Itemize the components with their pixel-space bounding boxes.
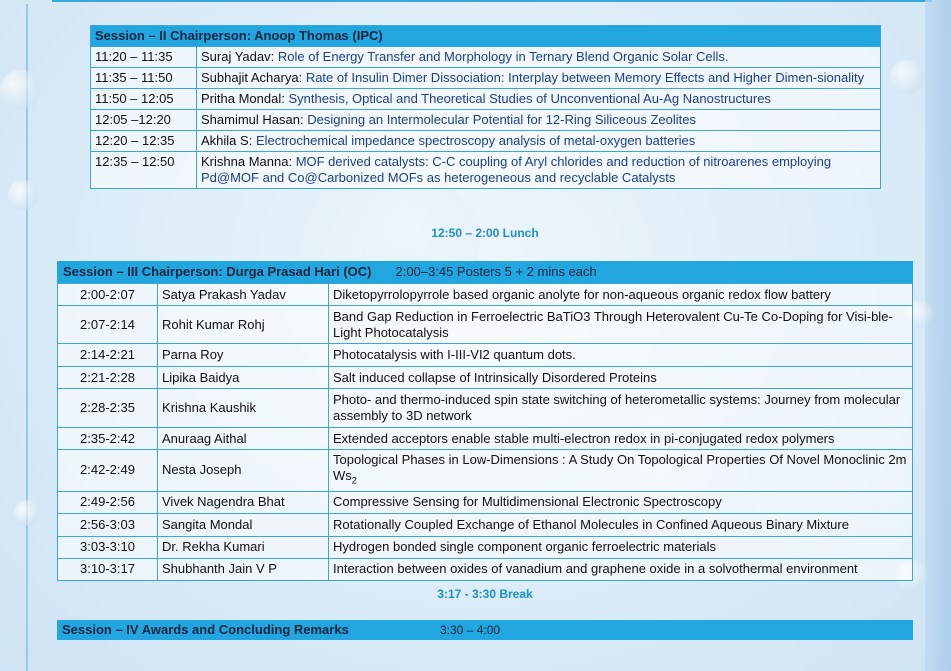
tea-break: 3:17 - 3:30 Break	[437, 587, 533, 601]
session-4-header	[57, 620, 913, 640]
poster-title: Compressive Sensing for Multidimensional Electronic Spectroscopy	[329, 491, 913, 513]
poster-time: 2:56-3:03	[58, 513, 158, 536]
molecule-bubble	[8, 180, 38, 210]
poster-title: Interaction between oxides of vanadium and graphene oxide in a solvothermal environment	[329, 558, 913, 580]
poster-time: 2:49-2:56	[58, 491, 158, 513]
poster-time: 2:28-2:35	[58, 389, 158, 428]
table-row	[91, 89, 881, 110]
right-decorative-bar	[925, 0, 951, 671]
poster-title: Photo- and thermo-induced spin state switching of heterometallic systems: Journey from molecular assembly to 3D network	[329, 389, 913, 428]
speaker-name: Pritha Mondal:	[201, 91, 285, 106]
presenter-name: Anuraag Aithal	[158, 428, 329, 450]
poster-title: Photocatalysis with I-III-VI2 quantum dots.	[329, 344, 913, 367]
speaker-name: Shamimul Hasan:	[201, 112, 304, 127]
talk-time: 11:35 – 11:50	[91, 68, 197, 89]
talk-time: 12:20 – 12:35	[91, 131, 197, 152]
poster-time: 2:35-2:42	[58, 428, 158, 450]
table-row	[58, 284, 913, 306]
presenter-name: Lipika Baidya	[158, 367, 329, 389]
talk-time: 12:35 – 12:50	[91, 152, 197, 189]
presenter-name: Dr. Rekha Kumari	[158, 536, 329, 558]
poster-time: 2:21-2:28	[58, 367, 158, 389]
poster-time: 2:07-2:14	[58, 306, 158, 344]
table-row	[58, 306, 913, 344]
session-3-table	[57, 283, 913, 581]
session-2-table	[90, 25, 881, 189]
table-row	[58, 344, 913, 367]
session-4-title: Session – IV Awards and Concluding Remarks	[62, 622, 349, 637]
table-row	[58, 536, 913, 558]
molecule-bubble	[0, 70, 40, 110]
talk-title: Designing an Intermolecular Potential for 12-Ring Siliceous Zeolites	[307, 112, 696, 127]
table-row	[58, 491, 913, 513]
poster-title: Band Gap Reduction in Ferroelectric BaTiO3 Through Heterovalent Cu-Te Co-Doping for Visi-ble-Light Photocatalysis	[329, 306, 913, 344]
poster-title: Rotationally Coupled Exchange of Ethanol Molecules in Confined Aqueous Binary Mixture	[329, 513, 913, 536]
poster-time: 3:10-3:17	[58, 558, 158, 580]
table-row	[58, 450, 913, 492]
presenter-name: Sangita Mondal	[158, 513, 329, 536]
presenter-name: Rohit Kumar Rohj	[158, 306, 329, 344]
talk-title: MOF derived catalysts: C-C coupling of Aryl chlorides and reduction of nitroarenes employing Pd@MOF and Co@Carbonized MOFs as heterogeneous and recyclable Catalysts	[201, 154, 832, 185]
presenter-name: Nesta Joseph	[158, 450, 329, 492]
table-row	[58, 558, 913, 580]
speaker-name: Suraj Yadav:	[201, 49, 275, 64]
talk-time: 12:05 –12:20	[91, 110, 197, 131]
session-4-time: 3:30 – 4:00	[440, 623, 501, 637]
talk-time: 11:50 – 12:05	[91, 89, 197, 110]
poster-title	[329, 450, 913, 492]
presenter-name: Parna Roy	[158, 344, 329, 367]
table-row	[91, 110, 881, 131]
talk-title: Rate of Insulin Dimer Dissociation: Interplay between Memory Effects and Higher Dimen-sionality	[305, 70, 865, 85]
top-border-line	[52, 0, 932, 4]
table-row	[91, 68, 881, 89]
poster-title: Extended acceptors enable stable multi-electron redox in pi-conjugated redox polymers	[329, 428, 913, 450]
poster-time: 2:00-2:07	[58, 284, 158, 306]
table-row	[58, 513, 913, 536]
molecule-bubble	[14, 500, 40, 526]
poster-title-subscript: 2	[351, 475, 357, 486]
talk-title: Electrochemical impedance spectroscopy analysis of metal-oxygen batteries	[255, 133, 696, 148]
presenter-name: Krishna Kaushik	[158, 389, 329, 428]
session-2-header: Session – II Chairperson: Anoop Thomas (IPC)	[91, 26, 881, 47]
talk-title: Role of Energy Transfer and Morphology in Ternary Blend Organic Solar Cells.	[277, 49, 729, 64]
poster-title-text: Topological Phases in Low-Dimensions : A Study On Topological Properties Of Novel Monoclinic 2m Ws	[333, 452, 907, 483]
presenter-name: Satya Prakash Yadav	[158, 284, 329, 306]
molecule-bubble	[890, 60, 924, 94]
poster-title: Salt induced collapse of Intrinsically Disordered Proteins	[329, 367, 913, 389]
poster-title: Diketopyrrolopyrrole based organic anolyte for non-aqueous organic redox flow battery	[329, 284, 913, 306]
presenter-name: Shubhanth Jain V P	[158, 558, 329, 580]
table-row	[91, 152, 881, 189]
presenter-name: Vivek Nagendra Bhat	[158, 491, 329, 513]
talk-time: 11:20 – 11:35	[91, 47, 197, 68]
speaker-name: Krishna Manna:	[201, 154, 293, 169]
table-row	[58, 367, 913, 389]
table-row	[91, 131, 881, 152]
poster-time: 2:14-2:21	[58, 344, 158, 367]
poster-title: Hydrogen bonded single component organic ferroelectric materials	[329, 536, 913, 558]
session-3-header	[57, 261, 913, 283]
poster-time: 2:42-2:49	[58, 450, 158, 492]
lunch-break: 12:50 – 2:00 Lunch	[431, 226, 539, 240]
speaker-name: Subhajit Acharya:	[201, 70, 303, 85]
session-3-time: 2:00–3:45 Posters 5 + 2 mins each	[395, 264, 597, 279]
table-row	[58, 389, 913, 428]
poster-time: 3:03-3:10	[58, 536, 158, 558]
talk-title: Synthesis, Optical and Theoretical Studies of Unconventional Au-Ag Nanostructures	[288, 91, 771, 106]
speaker-name: Akhila S:	[201, 133, 253, 148]
session-3-title: Session – III Chairperson: Durga Prasad Hari (OC)	[63, 264, 372, 279]
table-row	[91, 47, 881, 68]
table-row	[58, 428, 913, 450]
